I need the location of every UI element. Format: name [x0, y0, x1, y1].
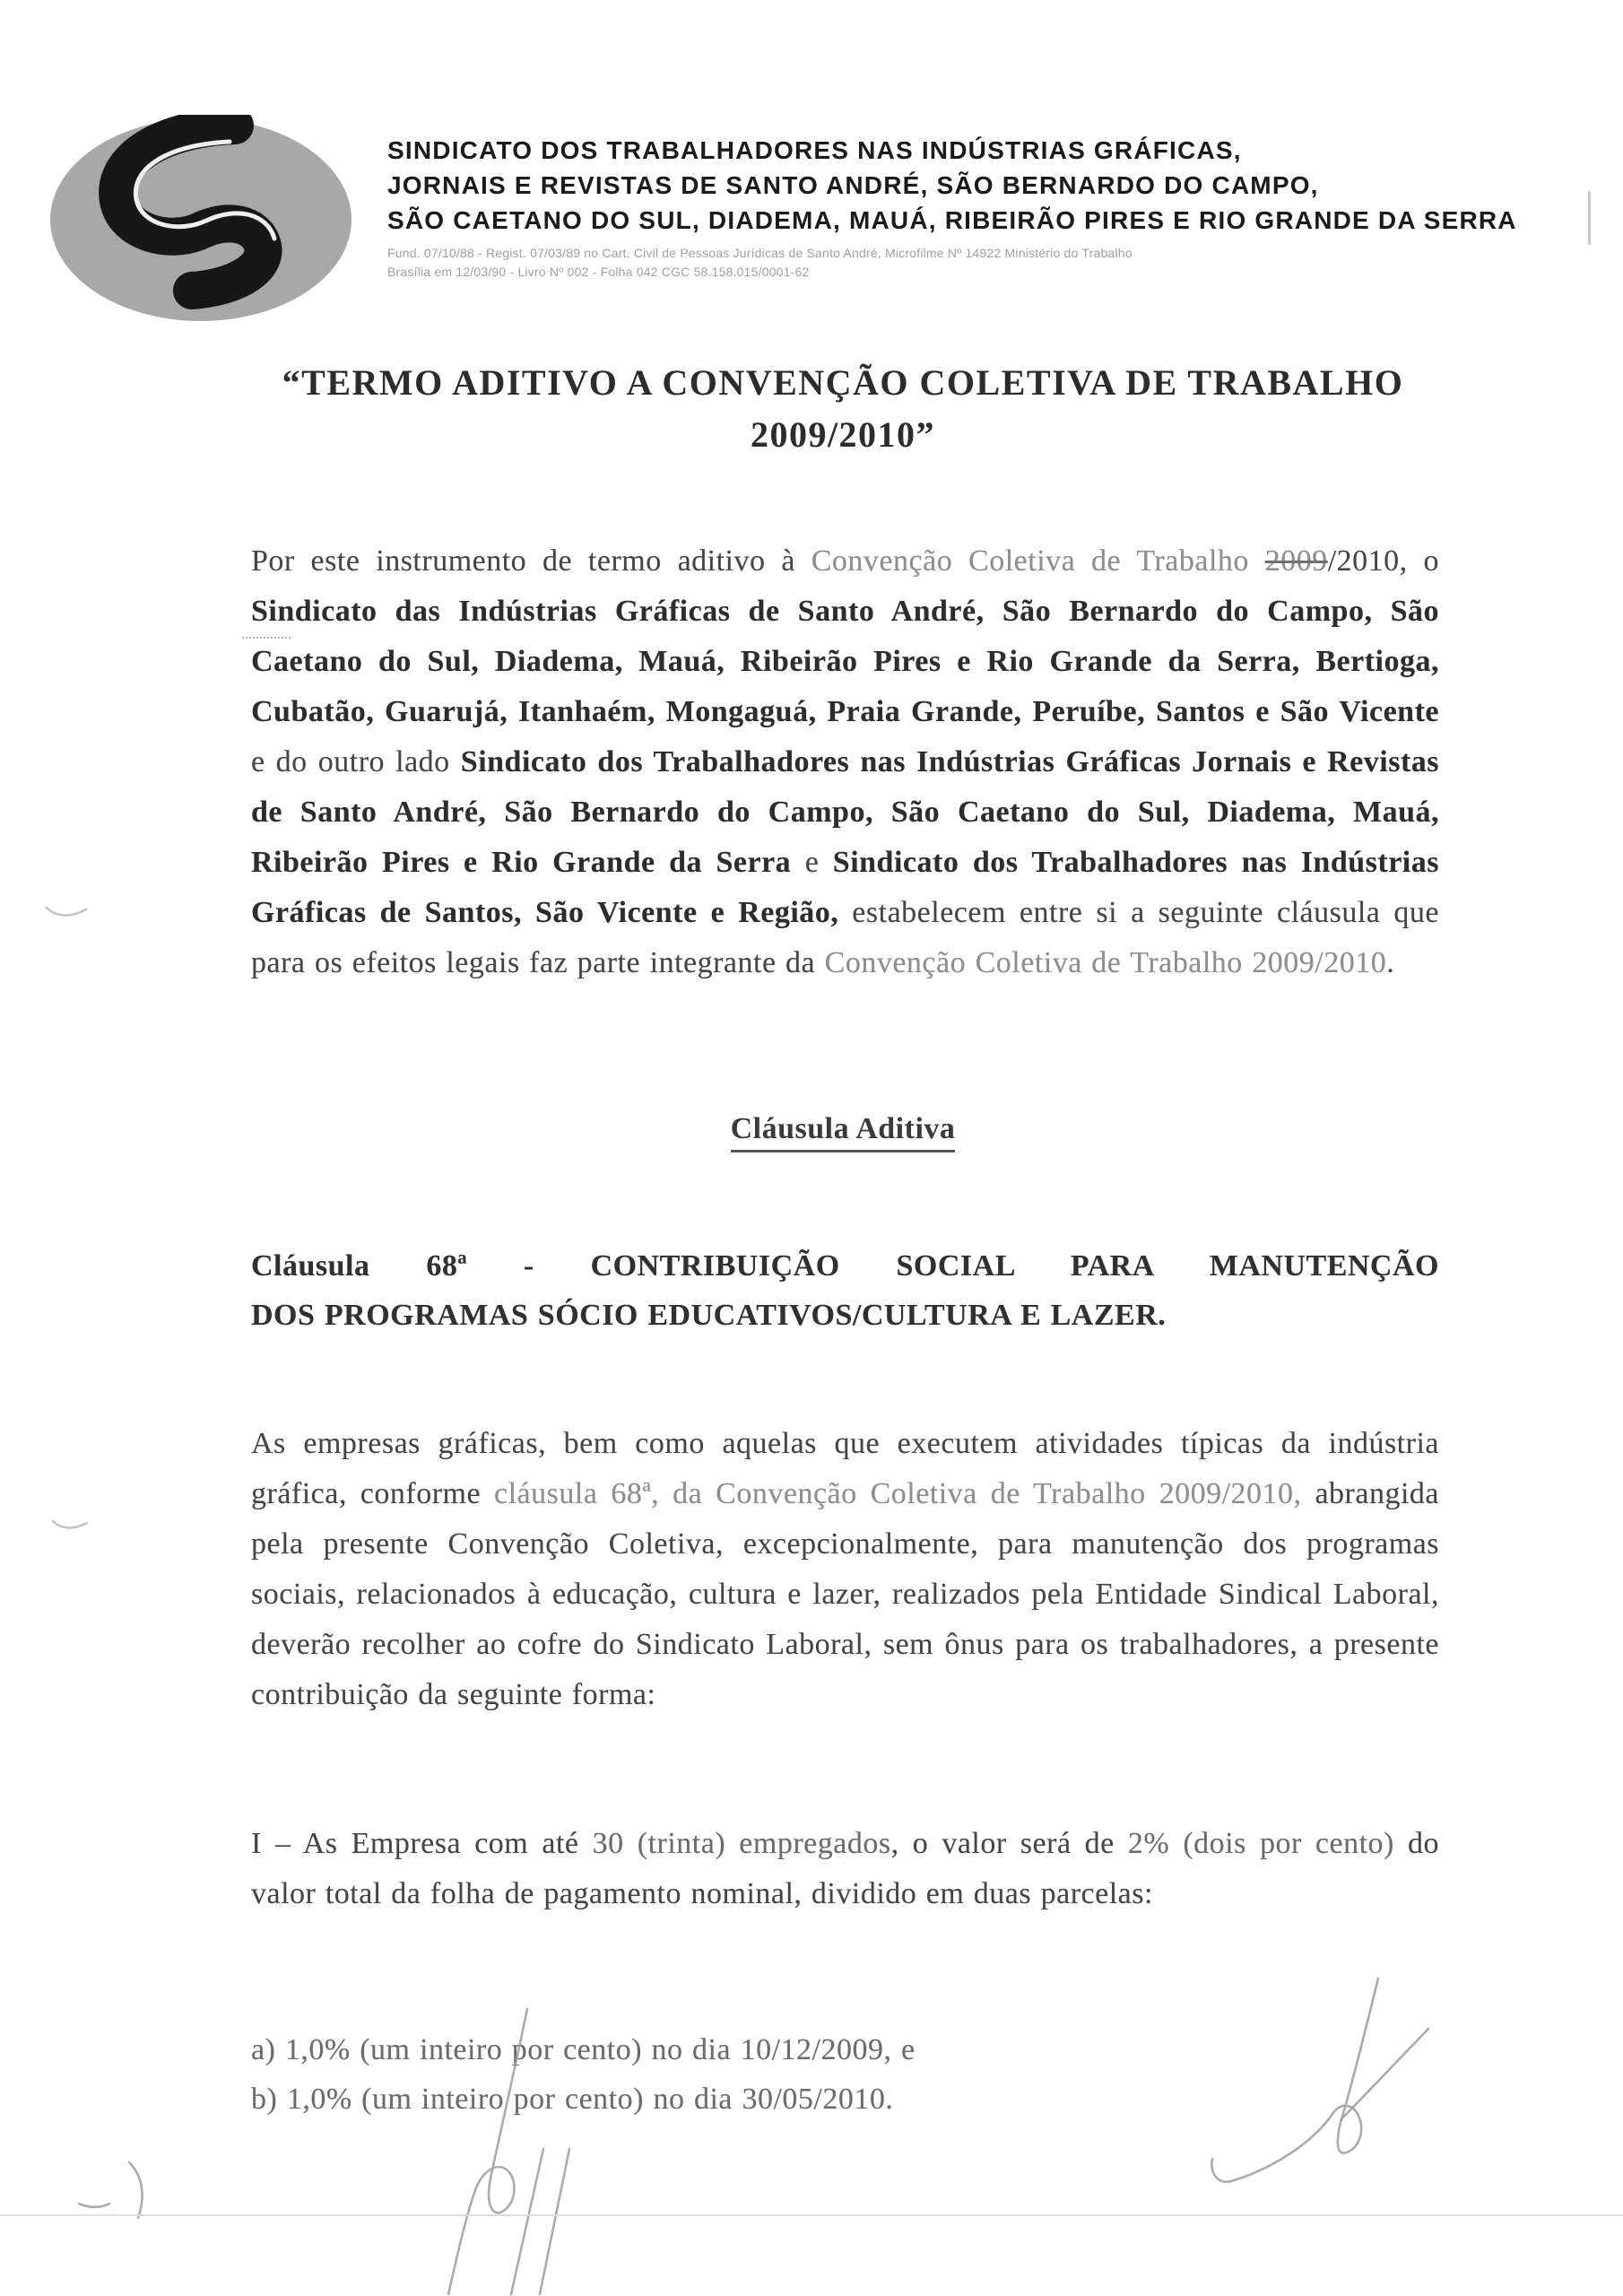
text-segment: 2% (dois por cento) [1127, 1827, 1394, 1860]
text-segment: /2010, o [1327, 544, 1439, 578]
org-name-line: SÃO CAETANO DO SUL, DIADEMA, MAUÁ, RIBEIRÃO PIRES E RIO GRANDE DA SERRA [387, 206, 1517, 234]
page-edge-line [0, 2214, 1623, 2216]
registration-line: Fund. 07/10/88 - Regist. 07/03/89 no Cart. Civil de Pessoas Jurídicas de Santo André, Microfilme Nº 14922 Ministério do Trabalho [387, 246, 1133, 260]
org-name-line: JORNAIS E REVISTAS DE SANTO ANDRÉ, SÃO BERNARDO DO CAMPO, [387, 171, 1319, 199]
org-name-line: SINDICATO DOS TRABALHADORES NAS INDÚSTRIAS GRÁFICAS, [387, 136, 1242, 164]
text-segment: I – As Empresa com até [251, 1827, 593, 1860]
scan-edge-artifact [1588, 191, 1591, 245]
subitem-a: a) 1,0% (um inteiro por cento) no dia 10/12/2009, e [251, 2033, 916, 2066]
text-segment: e [791, 846, 833, 879]
s-swoosh-icon [47, 115, 360, 326]
text-segment: As empresas gráficas, bem como aquelas que executem atividades típicas da indústria gráfica, conforme [251, 1427, 1439, 1510]
text-segment: abrangida pela presente Convenção Coletiva, excepcionalmente, para manutenção dos programas sociais, relacionados à educação, cultura e lazer, realizados pela Entidade Sindical Laboral, deverão recolher ao cofre do Sindicato Laboral, sem ônus para os trabalhadores, a presente contribuição da seguinte forma: [251, 1477, 1440, 1711]
section-heading-text: Cláusula Aditiva [731, 1112, 956, 1152]
text-segment: , o valor será de [890, 1827, 1128, 1860]
org-name [387, 133, 1607, 238]
text-segment: . [1386, 946, 1395, 979]
clause-heading-line-2: DOS PROGRAMAS SÓCIO EDUCATIVOS/CULTURA E LAZER. [251, 1299, 1167, 1332]
workers-union-name-2: Sindicato dos Trabalhadores nas Indústrias Gráficas de Santos, São Vicente e Região, [251, 846, 1439, 929]
title-line-1: “TERMO ADITIVO A CONVENÇÃO COLETIVA DE TRABALHO [282, 362, 1404, 403]
text-segment: Convenção Coletiva de Trabalho 2009/2010 [824, 946, 1387, 979]
intro-paragraph [251, 536, 1439, 988]
workers-union-name: Sindicato dos Trabalhadores nas Indústrias Gráficas Jornais e Revistas de Santo André, São Bernardo do Campo, São Caetano do Sul, Diadema, Mauá, Ribeirão Pires e Rio Grande da Serra [251, 745, 1439, 879]
pen-dots-artifact [242, 637, 291, 639]
subitem-b: b) 1,0% (um inteiro por cento) no dia 30/05/2010. [251, 2083, 894, 2116]
margin-pen-mark [43, 900, 90, 925]
employers-union-name: Sindicato das Indústrias Gráficas de Santo André, São Bernardo do Campo, São Caetano do Sul, Diadema, Mauá, Ribeirão Pires e Rio Grande da Serra, Bertioga, Cubatão, Guarujá, Itanhaém, Mongaguá, Praia Grande, Peruíbe, Santos e São Vicente [251, 595, 1439, 728]
clause-68-heading [251, 1241, 1439, 1340]
text-segment: Por este instrumento de termo aditivo à [251, 544, 812, 578]
pen-scribble-bottom-left [70, 2157, 187, 2229]
item-i-paragraph [251, 1819, 1439, 1919]
union-logo [47, 115, 360, 326]
text-segment: e do outro lado [251, 745, 461, 778]
registration-line: Brasília em 12/03/90 - Livro Nº 002 - Folha 042 CGC 58.158.015/0001-62 [387, 265, 810, 279]
struck-year: 2009 [1264, 544, 1328, 578]
pen-scribble-center [386, 1998, 610, 2296]
section-heading [242, 1112, 1444, 1146]
text-segment: cláusula 68ª, da Convenção Coletiva de Trabalho 2009/2010, [494, 1477, 1302, 1510]
margin-pen-mark [50, 1516, 90, 1536]
letterhead [387, 133, 1607, 282]
obligation-paragraph [251, 1419, 1439, 1720]
text-segment: 30 (trinta) empregados [592, 1827, 891, 1860]
title-line-2: 2009/2010” [750, 414, 936, 455]
clause-heading-line-1: Cláusula 68ª - CONTRIBUIÇÃO SOCIAL PARA MANUTENÇÃO [251, 1249, 1439, 1283]
text-segment: Convenção Coletiva de Trabalho [811, 544, 1265, 578]
text-segment: estabelecem entre si a seguinte cláusula que para os efeitos legais faz parte integrante da [251, 896, 1439, 979]
registration-info [387, 244, 1607, 282]
signature-flourish [1188, 1966, 1457, 2204]
text-segment: do valor total da folha de pagamento nominal, dividido em duas parcelas: [251, 1827, 1440, 1910]
document-title [242, 357, 1444, 461]
